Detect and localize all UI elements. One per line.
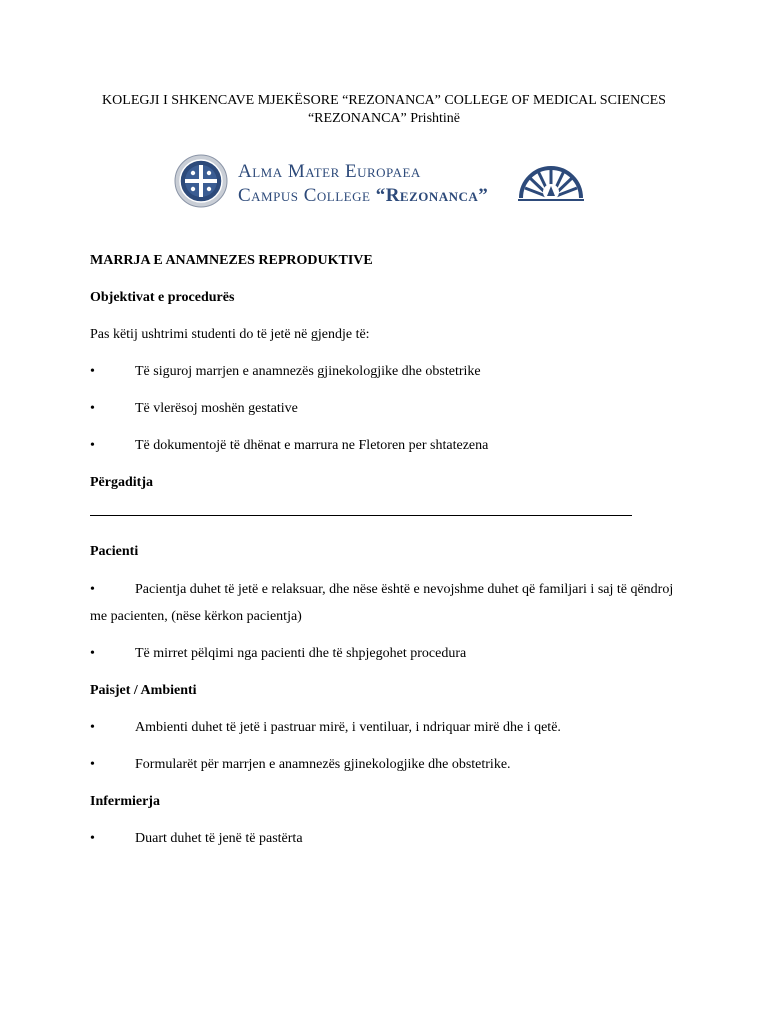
bullet-marker: •: [90, 757, 95, 772]
horizontal-rule: [90, 493, 632, 516]
equipment-item: [90, 755, 680, 775]
university-seal-icon: [174, 154, 228, 208]
nurse-item-text: Duart duhet të jenë të pastërta: [135, 831, 303, 846]
document-title: MARRJA E ANAMNEZES REPRODUKTIVE: [90, 253, 373, 268]
objective-item: [90, 436, 680, 456]
bullet-marker: •: [90, 582, 95, 597]
objectives-intro: Pas këtij ushtrimi studenti do të jetë në gjendje të:: [90, 327, 370, 342]
patient-item-text: Pacientja duhet të jetë e relaksuar, dhe nëse është e nevojshme duhet që familjari i saj të qëndroj me pacienten, (nëse kërkon pacientja): [90, 582, 674, 624]
logo-line-1: Alma Mater Europaea: [238, 161, 421, 182]
objective-item: [90, 399, 680, 419]
objective-text: Të dokumentojë të dhënat e marrura ne Fletoren per shtatezena: [135, 438, 489, 453]
objectives-heading: Objektivat e procedurës: [90, 290, 235, 305]
bullet-marker: •: [90, 831, 95, 846]
objective-item: [90, 362, 680, 382]
equipment-item-text: Ambienti duhet të jetë i pastruar mirë, i ventiluar, i ndriquar mirë dhe i qetë.: [135, 720, 561, 735]
preparation-heading: Përgaditja: [90, 475, 153, 490]
bullet-marker: •: [90, 364, 95, 379]
patient-item-text: Të mirret pëlqimi nga pacienti dhe të shpjegohet procedura: [135, 646, 467, 661]
patient-item: [90, 576, 680, 630]
logo-line-2-name: “Rezonanca”: [375, 185, 489, 206]
nurse-item: [90, 829, 680, 849]
header-line-1: KOLEGJI I SHKENCAVE MJEKËSORE “REZONANCA” COLLEGE OF MEDICAL SCIENCES: [102, 93, 666, 108]
college-header: [80, 92, 688, 128]
bullet-marker: •: [90, 401, 95, 416]
patient-item: [90, 644, 680, 664]
objective-text: Të vlerësoj moshën gestative: [135, 401, 298, 416]
header-line-2: “REZONANCA” Prishtinë: [307, 111, 461, 126]
bullet-marker: •: [90, 720, 95, 735]
objective-text: Të siguroj marrjen e anamnezës gjinekologjike dhe obstetrike: [135, 364, 481, 379]
logo-wordmark: [238, 160, 488, 208]
logo-line-2-prefix: Campus College: [238, 185, 376, 206]
bullet-marker: •: [90, 646, 95, 661]
equipment-item-text: Formularët për marrjen e anamnezës gjinekologjike dhe obstetrike.: [135, 757, 511, 772]
nurse-heading: Infermierja: [90, 794, 160, 809]
bullet-marker: •: [90, 438, 95, 453]
equipment-item: [90, 718, 680, 738]
rezonanca-fan-icon: [516, 162, 586, 202]
document-body: [90, 251, 680, 849]
logo-line-2: [238, 184, 488, 208]
patient-heading: Pacienti: [90, 544, 139, 559]
equipment-heading: Paisjet / Ambienti: [90, 683, 197, 698]
college-logo: [174, 152, 594, 216]
